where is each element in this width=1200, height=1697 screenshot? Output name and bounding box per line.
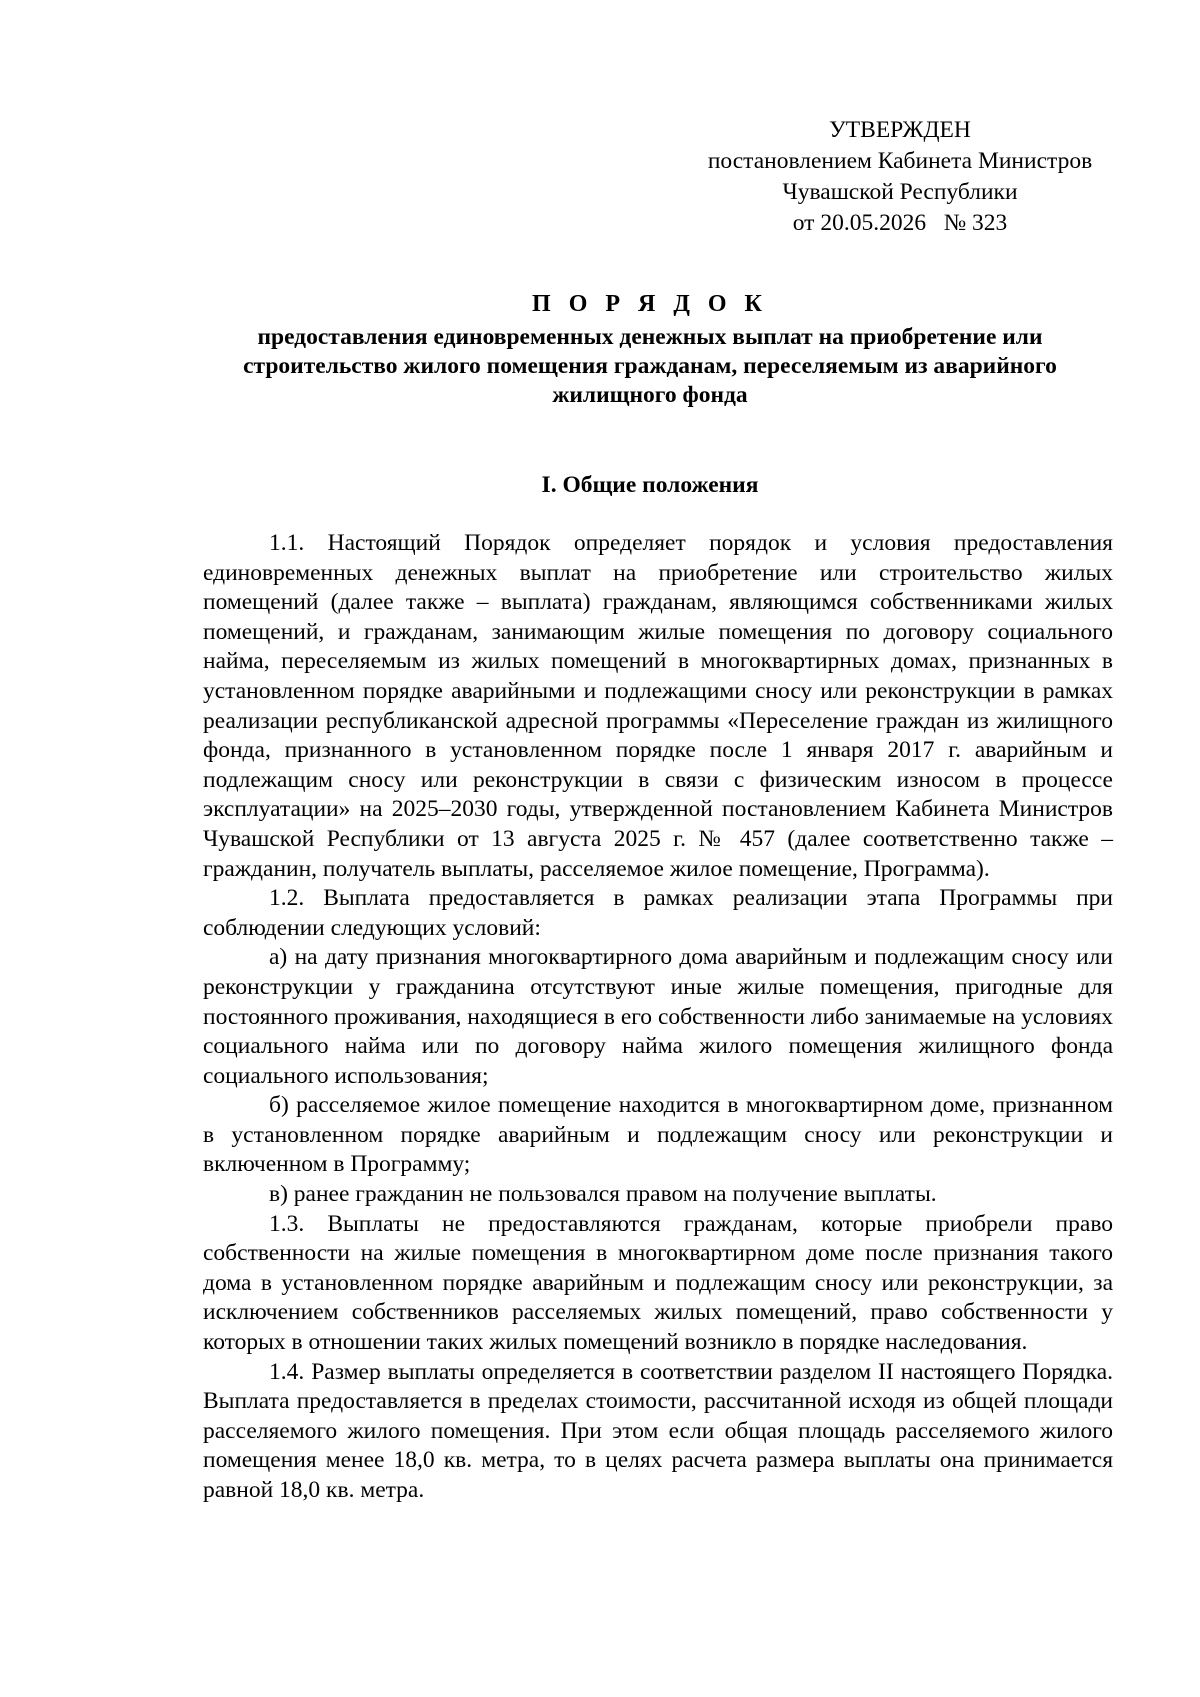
document-title: П О Р Я Д О К bbox=[532, 291, 768, 317]
subtitle-line: строительство жилого помещения гражданам, переселяемым из аварийного bbox=[243, 353, 1057, 379]
paragraph-1-2: 1.2. Выплата предоставляется в рамках реализации этапа Программы при соблюдении следующих условий: bbox=[203, 885, 1113, 941]
paragraph-1-4: 1.4. Размер выплаты определяется в соответствии разделом II настоящего Порядка. Выплата предоставляется в пределах стоимости, рассчитанной исходя из общей площади расселяемого жилого помещения. При этом если общая площадь расселяемого жилого помещения менее 18,0 кв. метра, то в целях расчета размера выплаты она принимается равной 18,0 кв. метра. bbox=[203, 1358, 1113, 1503]
list-item-b: б) расселяемое жилое помещение находится в многоквартирном доме, признанном в установленном порядке аварийным и подлежащим сносу или реконструкции и включенном в Программу; bbox=[203, 1092, 1113, 1178]
subtitle-line: предоставления единовременных денежных выплат на приобретение или bbox=[257, 324, 1043, 350]
list-item-v: в) ранее гражданин не пользовался правом на получение выплаты. bbox=[269, 1181, 937, 1208]
paragraph-1-1: 1.1. Настоящий Порядок определяет порядок и условия предоставления единовременных денежных выплат на приобретение или строительство жилых помещений (далее также – выплата) гражданам, являющимся собственниками жилых помещений, и гражданам, занимающим жилые помещения по договору социального найма, переселяемым из жилых помещений в многоквартирных домах, признанных в установленном порядке аварийными и подлежащими сносу или реконструкции в рамках реализации республиканской адресной программы «Переселение граждан из жилищного фонда, признанного в установленном порядке после 1 января 2017 г. аварийным и подлежащим сносу или реконструкции в связи с физическим износом в процессе эксплуатации» на 2025–2030 годы, утвержденной постановлением Кабинета Министров Чувашской Республики от 13 августа 2025 г. № 457 (далее соответственно также – гражданин, получатель выплаты, расселяемое жилое помещение, Программа). bbox=[203, 530, 1113, 882]
approval-republic: Чувашской Республики bbox=[782, 179, 1018, 205]
approval-date-number: от 20.05.2026 № 323 bbox=[792, 210, 1008, 236]
document-body bbox=[203, 529, 1113, 1506]
approval-stamp-block bbox=[690, 115, 1110, 239]
list-item-a: а) на дату признания многоквартирного дома аварийным и подлежащим сносу или реконструкции у гражданина отсутствуют иные жилые помещения, пригодные для постоянного проживания, находящиеся в его собственности либо занимаемые на условиях социального найма или по договору найма жилого помещения жилищного фонда социального использования; bbox=[203, 944, 1113, 1089]
document-subtitle bbox=[190, 323, 1110, 410]
document-title-block bbox=[190, 288, 1110, 410]
approval-status: УТВЕРЖДЕН bbox=[829, 117, 971, 143]
approval-authority: постановлением Кабинета Министров bbox=[707, 148, 1093, 174]
subtitle-line: жилищного фонда bbox=[552, 382, 748, 408]
paragraph-1-3: 1.3. Выплаты не предоставляются гражданам, которые приобрели право собственности на жилые помещения в многоквартирном доме после признания такого дома в установленном порядке аварийным и подлежащим сносу или реконструкции, за исключением собственников расселяемых жилых помещений, право собственности у которых в отношении таких жилых помещений возникло в порядке наследования. bbox=[203, 1210, 1113, 1356]
section-heading: I. Общие положения bbox=[541, 472, 759, 498]
